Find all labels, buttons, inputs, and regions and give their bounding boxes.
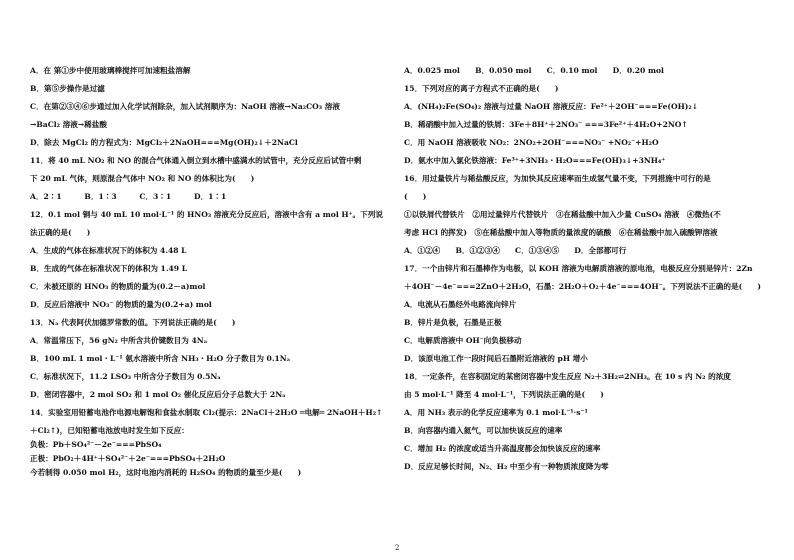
text-line: B．第⑤步操作是过滤	[30, 84, 105, 93]
text-line: A．常温常压下，56 gN₂ 中所含共价键数目为 4Nₐ	[30, 336, 208, 345]
text-line: 由 5 mol·L⁻¹ 降至 4 mol·L⁻¹，下列说法正确的是( )	[404, 390, 604, 399]
text-line: 12．0.1 mol 铜与 40 mL 10 mol·L⁻¹ 的 HNO₃ 溶液充分反应后，溶液中含有 a mol H⁺。下列说	[30, 210, 383, 219]
text-line: D．密闭容器中，2 mol SO₂ 和 1 mol O₂ 催化反应后分子总数大于 2Nₐ	[30, 390, 286, 399]
text-line: A．电流从石墨经外电路流向锌片	[404, 300, 517, 309]
text-line: →BaCl₂ 溶液→稀盐酸	[30, 120, 107, 129]
text-line: 考虑 HCl 的挥发) ⑤在稀盐酸中加入等物质的量浓度的硫酸 ⑥在稀盐酸中加入硫酸钾溶液	[404, 228, 718, 237]
text-line: 11．将 40 mL NO₂ 和 NO 的混合气体通入倒立到水槽中盛满水的试管中，充分反应后试管中剩	[30, 156, 362, 165]
text-line: ①以铁屑代替铁片 ②用过量锌片代替铁片 ③在稀盐酸中加入少量 CuSO₄ 溶液 ④微热(不	[404, 210, 721, 219]
text-line: 15．下列对应的离子方程式不正确的是( )	[404, 84, 559, 93]
text-line: A．0.025 mol B．0.050 mol C．0.10 mol D．0.20 mol	[404, 66, 664, 75]
right-column	[404, 66, 768, 480]
text-line: B．稀硝酸中加入过量的铁屑：3Fe＋8H⁺＋2NO₃⁻ ===3Fe²⁺＋4H₂O+2NO↑	[404, 120, 688, 129]
text-line: D．反应足够长时间，N₂、H₂ 中至少有一种物质浓度降为零	[404, 462, 609, 471]
text-line: B．生成的气体在标准状况下的体积为 1.49 L	[30, 264, 188, 273]
text-line: D．该原电池工作一段时间后石墨附近溶液的 pH 增小	[404, 354, 588, 363]
text-line: 17．一个由锌片和石墨棒作为电极，以 KOH 溶液为电解质溶液的原电池，电极反应分别是锌片：2Zn	[404, 264, 753, 273]
page-number: 2	[395, 544, 400, 552]
text-line: A．用 NH₃ 表示的化学反应速率为 0.1 mol·L⁻¹·s⁻¹	[404, 408, 588, 417]
text-line: 16．用过量铁片与稀盐酸反应，为加快其反应速率而生成氢气量不变，下列措施中可行的是	[404, 174, 711, 183]
text-line: 法正确的是( )	[30, 228, 91, 237]
left-column	[30, 66, 388, 482]
text-line: 正极：PbO₂＋4H⁺＋SO₄²⁻＋2e⁻===PbSO₄＋2H₂O	[30, 454, 226, 463]
text-line: D．除去 MgCl₂ 的方程式为：MgCl₂＋2NaOH===Mg(OH)₂↓＋2NaCl	[30, 138, 298, 147]
text-line: A．在 第①步中使用玻璃棒搅拌可加速粗盐溶解	[30, 66, 191, 75]
text-line: C．未被还原的 HNO₃ 的物质的量为(0.2－a)mol	[30, 282, 206, 291]
text-line: C．增加 H₂ 的浓度或适当升高温度都会加快该反应的速率	[404, 444, 601, 453]
text-line: A．(NH₄)₂Fe(SO₄)₂ 溶液与过量 NaOH 溶液反应：Fe²⁺＋2OH⁻===Fe(OH)₂↓	[404, 102, 699, 111]
text-line: C．电解质溶液中 OH⁻向负极移动	[404, 336, 522, 345]
text-line: D．氨水中加入氯化铁溶液：Fe³⁺+3NH₃・H₂O===Fe(OH)₃↓+3NH₄⁺	[404, 156, 666, 165]
text-line: A．生成的气体在标准状况下的体积为 4.48 L	[30, 246, 187, 255]
text-line: 下 20 mL 气体，则原混合气体中 NO₂ 和 NO 的体积比为( )	[30, 174, 255, 183]
text-line: A．①②④ B．①②③④ C．①③④⑤ D．全部都可行	[404, 246, 627, 255]
text-line: 13．Nₐ 代表阿伏加德罗常数的值。下列说法正确的是( )	[30, 318, 236, 327]
text-line: 今若制得 0.050 mol H₂，这时电池内消耗的 H₂SO₄ 的物质的量至少是( )	[30, 468, 302, 477]
text-line: ＋Cl₂↑)，已知铅蓄电池放电时发生如下反应：	[30, 426, 189, 435]
text-line: C．在第②③④⑥步通过加入化学试剂除杂，加入试剂顺序为：NaOH 溶液→Na₂CO₃ 溶液	[30, 102, 340, 111]
text-line: B．向容器内通入氦气，可以加快该反应的速率	[404, 426, 563, 435]
text-line: ( )	[404, 192, 427, 201]
text-line: 18．一定条件，在容积固定的某密闭容器中发生反应 N₂＋3H₂⇌2NH₃。在 10 s 内 N₂ 的浓度	[404, 372, 731, 381]
text-line: B．锌片是负极，石墨是正极	[404, 318, 502, 327]
text-line: C．标准状况下，11.2 LSO₃ 中所含分子数目为 0.5Nₐ	[30, 372, 221, 381]
text-line: 负极：Pb＋SO₄²⁻－2e⁻===PbSO₄	[30, 440, 162, 449]
text-line: A．2∶1 B．1∶3 C．3∶1 D．1∶1	[30, 192, 227, 201]
text-line: D．反应后溶液中 NO₃⁻ 的物质的量为(0.2+a) mol	[30, 300, 212, 309]
text-line: 14．实验室用铅蓄电池作电源电解饱和食盐水制取 Cl₂(提示：2NaCl＋2H₂O ═电解═ 2NaOH＋H₂↑	[30, 408, 383, 417]
text-line: C．用 NaOH 溶液吸收 NO₂：2NO₂+2OH⁻===NO₃⁻ +NO₂⁻+H₂O	[404, 138, 659, 147]
text-line: ＋4OH⁻－4e⁻===2ZnO＋2H₂O，石墨：2H₂O＋O₂＋4e⁻===4OH⁻。下列说法不正确的是( )	[404, 282, 761, 291]
text-line: B．100 mL 1 mol・L⁻¹ 氨水溶液中所含 NH₃・H₂O 分子数目为 0.1Nₐ	[30, 354, 291, 363]
